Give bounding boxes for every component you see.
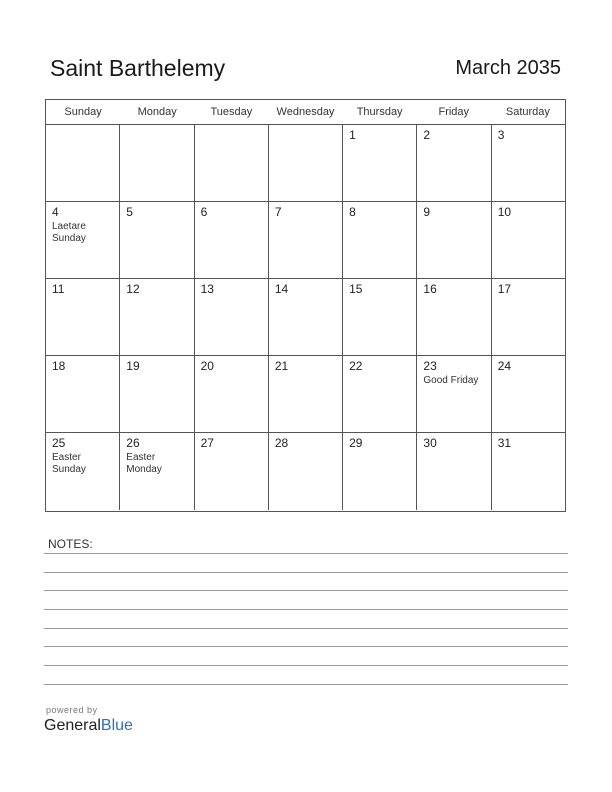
day-number: 10 — [497, 205, 512, 219]
note-line — [44, 590, 568, 591]
note-line — [44, 609, 568, 610]
day-number: 28 — [274, 436, 289, 450]
day-cell — [491, 433, 565, 510]
day-cell — [119, 202, 193, 278]
holiday-label: Good Friday — [423, 375, 479, 386]
note-line — [44, 646, 568, 647]
day-number: 14 — [274, 282, 289, 296]
note-line — [44, 572, 568, 573]
day-cell — [46, 279, 119, 355]
weekday-wednesday: Wednesday — [276, 106, 335, 118]
notes-label: NOTES: — [48, 537, 93, 551]
day-cell — [194, 433, 268, 510]
day-cell — [491, 202, 565, 278]
day-number: 1 — [349, 128, 356, 142]
day-cell — [194, 125, 268, 201]
day-cell — [342, 433, 416, 510]
calendar-title: Saint Barthelemy — [50, 55, 226, 81]
calendar-grid — [45, 99, 566, 512]
note-line — [44, 665, 568, 666]
day-number: 7 — [274, 205, 282, 219]
day-number: 13 — [200, 282, 214, 296]
day-cell — [416, 202, 490, 278]
calendar-week — [46, 356, 565, 433]
weekday-sunday: Sunday — [64, 106, 102, 118]
day-cell — [491, 356, 565, 432]
calendar-week — [46, 125, 565, 202]
day-number: 31 — [497, 436, 512, 450]
day-cell — [268, 202, 342, 278]
day-number: 20 — [200, 359, 214, 373]
day-number: 12 — [126, 282, 140, 296]
day-cell — [416, 356, 490, 432]
day-cell — [268, 279, 342, 355]
day-number: 2 — [423, 128, 431, 142]
weekday-friday: Friday — [438, 106, 470, 118]
day-number: 22 — [349, 359, 363, 373]
day-cell — [342, 125, 416, 201]
generalblue-logo[interactable] — [44, 717, 133, 735]
calendar-week — [46, 433, 565, 510]
day-number: 27 — [200, 436, 214, 450]
powered-by-text: powered by — [46, 705, 98, 715]
day-cell — [416, 433, 490, 510]
day-cell — [491, 279, 565, 355]
day-number: 18 — [52, 359, 66, 373]
day-number: 21 — [274, 359, 289, 373]
day-number: 30 — [423, 436, 437, 450]
day-cell — [268, 356, 342, 432]
weekday-thursday: Thursday — [356, 106, 403, 118]
day-number: 5 — [126, 205, 133, 219]
day-cell — [342, 202, 416, 278]
holiday-label: Easter Sunday — [52, 452, 86, 475]
weekday-tuesday: Tuesday — [210, 106, 253, 118]
day-cell — [194, 279, 268, 355]
day-number: 3 — [497, 128, 505, 142]
day-cell — [416, 279, 490, 355]
weekday-header — [46, 100, 565, 125]
day-number: 25 — [52, 436, 66, 450]
day-cell — [46, 125, 119, 201]
holiday-label: Easter Monday — [126, 452, 162, 475]
month-label: March 2035 — [455, 57, 561, 79]
day-cell — [194, 356, 268, 432]
day-cell — [119, 433, 193, 510]
day-number: 9 — [423, 205, 431, 219]
note-line — [44, 628, 568, 629]
day-cell — [46, 433, 119, 510]
brand-blue: Blue — [100, 717, 133, 734]
day-number: 26 — [126, 436, 140, 450]
day-cell — [119, 279, 193, 355]
day-cell — [268, 433, 342, 510]
brand-general: General — [44, 717, 101, 734]
day-number: 17 — [497, 282, 512, 296]
day-cell — [194, 202, 268, 278]
day-number: 24 — [497, 359, 512, 373]
day-number: 4 — [52, 205, 59, 219]
day-cell — [342, 279, 416, 355]
day-cell — [416, 125, 490, 201]
day-number: 8 — [349, 205, 356, 219]
day-cell — [491, 125, 565, 201]
day-number: 15 — [349, 282, 363, 296]
weekday-monday: Monday — [137, 106, 177, 118]
calendar-week — [46, 202, 565, 279]
day-cell — [46, 202, 119, 278]
day-cell — [268, 125, 342, 201]
weekday-saturday: Saturday — [505, 106, 550, 118]
day-cell — [119, 125, 193, 201]
day-number: 16 — [423, 282, 437, 296]
day-number: 19 — [126, 359, 140, 373]
day-number: 11 — [52, 282, 65, 296]
day-cell — [342, 356, 416, 432]
day-number: 23 — [423, 359, 437, 373]
day-cell — [46, 356, 119, 432]
note-line — [44, 553, 568, 554]
calendar-weeks — [46, 125, 565, 510]
note-line — [44, 684, 568, 685]
day-number: 6 — [200, 205, 208, 219]
holiday-label: Laetare Sunday — [52, 221, 86, 244]
calendar-week — [46, 279, 565, 356]
day-number: 29 — [349, 436, 363, 450]
day-cell — [119, 356, 193, 432]
